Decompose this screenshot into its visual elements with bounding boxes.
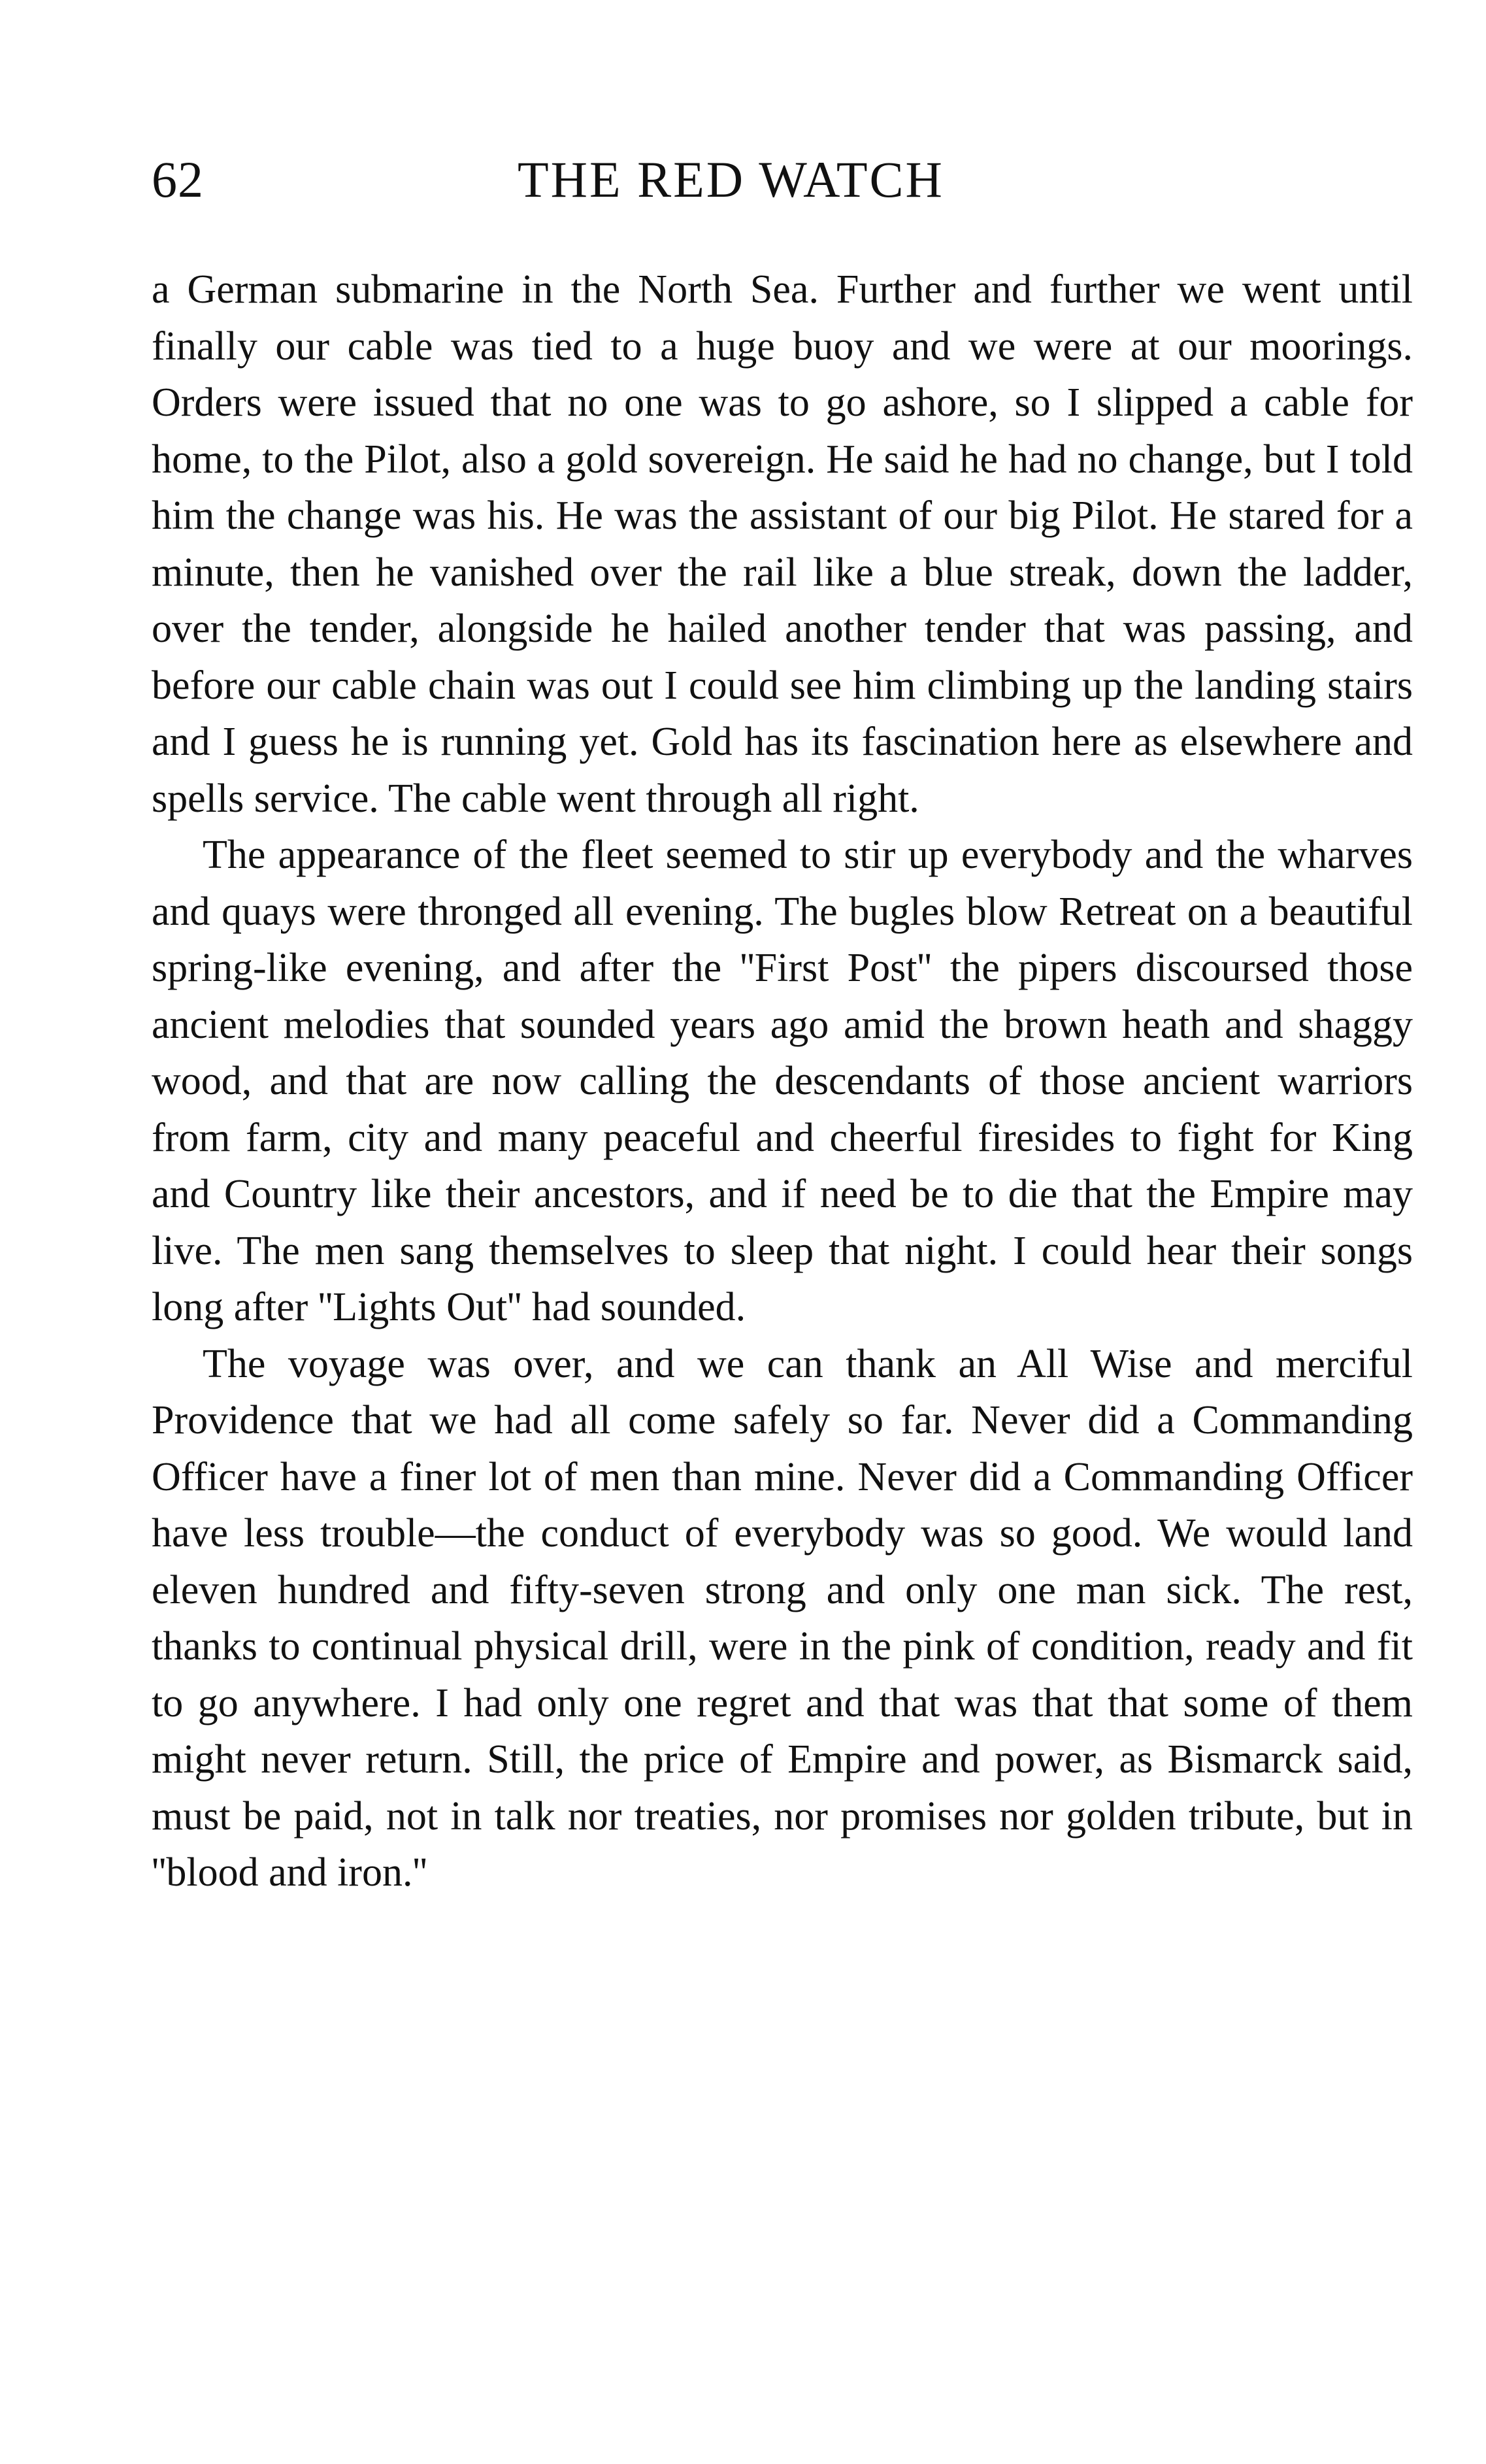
page-header xyxy=(152,147,1413,225)
paragraph-voyage-over: The voyage was over, and we can thank an All Wise and merciful Providence that we had all come safely so far. Never did a Commanding Officer have a finer lot of men than mine. Never did a Commanding Officer have less trouble—the conduct of everybody was so good. We would land eleven hundred and fifty-seven strong and only one man sick. The rest, thanks to continual physical drill, were in the pink of condition, ready and fit to go anywhere. I had only one regret and that was that that some of them might never return. Still, the price of Empire and power, as Bismarck said, must be paid, not in talk nor treaties, nor promises nor golden tribute, but in ''blood and iron.'' xyxy=(152,1341,1413,1895)
paragraph-fleet-arrival: The appearance of the fleet seemed to stir up everybody and the wharves and quays were thronged all evening. The bugles blow Retreat on a beautiful spring-like evening, and after the ''First Post'' the pipers discoursed those ancient melodies that sounded years ago amid the brown heath and shaggy wood, and that are now calling the descendants of those ancient warriors from farm, city and many peaceful and cheerful firesides to fight for King and Country like their ancestors, and if need be to die that the Empire may live. The men sang themselves to sleep that night. I could hear their songs long after ''Lights Out'' had sounded. xyxy=(152,833,1413,1329)
paragraph-continued: a German submarine in the North Sea. Further and further we went until finally our cable was tied to a huge buoy and we were at our moorings. Orders were issued that no one was to go ashore, so I slipped a cable for home, to the Pilot, also a gold sovereign. He said he had no change, but I told him the change was his. He was the assistant of our big Pilot. He stared for a minute, then he vanished over the rail like a blue streak, down the ladder, over the tender, alongside he hailed another tender that was passing, and before our cable chain was out I could see him climbing up the landing stairs and I guess he is running yet. Gold has its fascination here as elsewhere and spells service. The cable went through all right. xyxy=(152,267,1413,821)
page-number: 62 xyxy=(152,151,204,208)
book-page xyxy=(152,147,1413,1895)
running-title: THE RED WATCH xyxy=(518,151,944,208)
body-text xyxy=(152,261,1413,1901)
